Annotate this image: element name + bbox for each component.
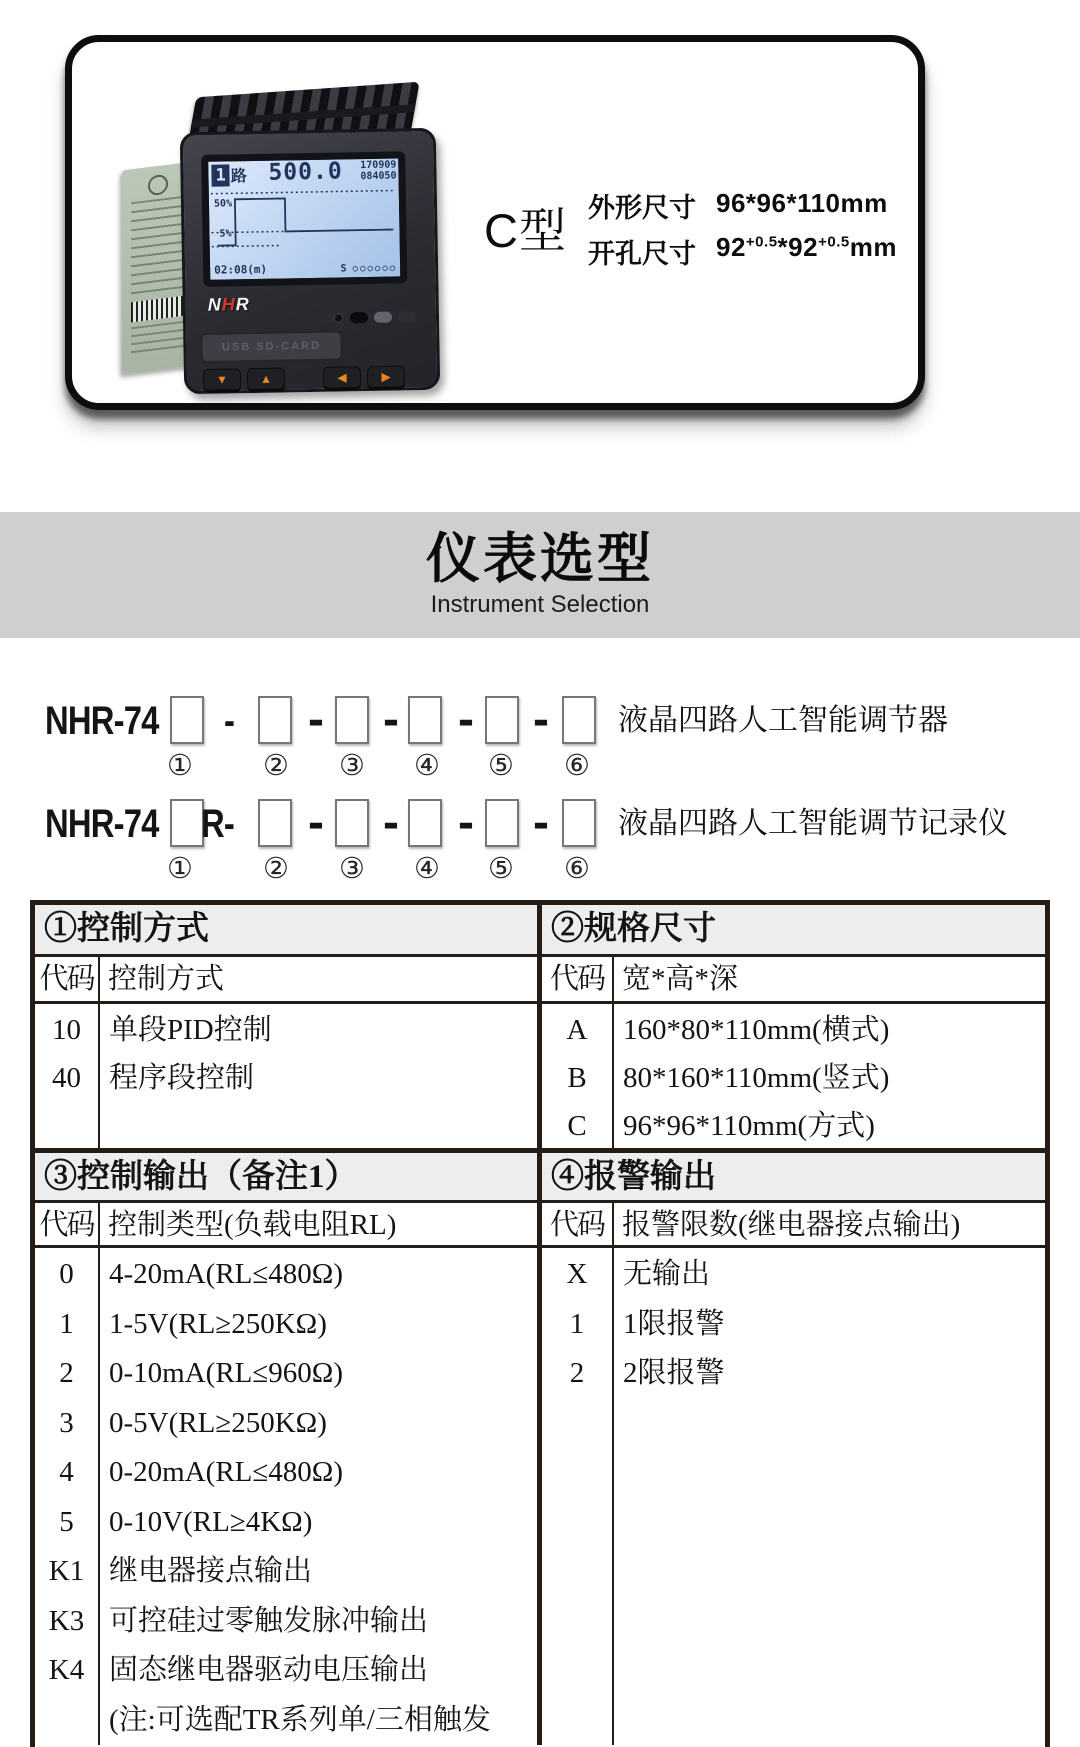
table-line: 96*96*110mm(方式)	[623, 1110, 875, 1142]
table-line: K3	[48, 1604, 85, 1637]
descs-size	[614, 1004, 1045, 1150]
table-line: X	[566, 1258, 588, 1290]
table-line: 固态继电器驱动电压输出	[109, 1654, 429, 1686]
dash: -	[533, 693, 549, 746]
table-line: 1-5V(RL≥250KΩ)	[109, 1307, 327, 1340]
lcd-channel-number: 1	[211, 164, 230, 186]
separator-1: -	[224, 699, 235, 743]
separator-r: R-	[201, 802, 234, 846]
section-title-control-output: ③控制输出（备注1）	[35, 1153, 537, 1200]
product-card	[65, 35, 925, 410]
table-line: 1	[569, 1307, 585, 1340]
usb-sdcard-slot: USB SD-CARD	[200, 330, 343, 362]
dash: -	[458, 796, 474, 849]
dash: -	[383, 693, 399, 746]
marker-3: ③	[339, 750, 365, 782]
table-line: 4-20mA(RL≤480Ω)	[109, 1258, 343, 1290]
banner-subtitle: Instrument Selection	[430, 591, 650, 619]
table-line: 4	[59, 1456, 74, 1488]
table-line: 3	[59, 1406, 74, 1439]
side-label-textlines	[131, 196, 185, 299]
desc-header: 报警限数(继电器接点输出)	[622, 1209, 961, 1241]
marker-2: ②	[263, 853, 289, 885]
table-line: 160*80*110mm(横式)	[623, 1014, 890, 1046]
code-box-3	[335, 696, 369, 744]
marker-1: ①	[167, 853, 193, 885]
cutout-base1: 92	[716, 232, 746, 262]
table-line: 程序段控制	[109, 1062, 255, 1094]
table-line: 无输出	[623, 1258, 711, 1290]
lcd-scale-high: 50%	[213, 198, 233, 210]
section1-data-row	[35, 1004, 1045, 1148]
model-description: 液晶四路人工智能调节器	[618, 704, 948, 737]
cutout-sup1: +0.5	[745, 233, 778, 251]
screw-icon	[333, 312, 344, 323]
dash: -	[458, 693, 474, 746]
table-line	[35, 1696, 98, 1746]
lcd-status	[340, 262, 397, 274]
lcd-datetime	[360, 159, 397, 182]
lcd-screen	[201, 151, 407, 287]
lcd-date: 170909	[360, 159, 397, 172]
cutout-label: 开孔尺寸	[588, 239, 696, 269]
key-left-icon: ◀	[323, 366, 361, 391]
cutout-base2: 92	[788, 232, 819, 262]
indicator-buttons	[333, 311, 416, 323]
table-line: A	[566, 1014, 588, 1046]
button-pill-1	[350, 312, 368, 323]
descs-control-mode	[100, 1004, 537, 1150]
code-box-1	[170, 799, 204, 847]
logo-letter-n: N	[207, 294, 222, 315]
code-box-5	[485, 696, 519, 744]
marker-4: ④	[414, 853, 440, 885]
code-box-2	[258, 696, 292, 744]
table-line: 0-10V(RL≥4KΩ)	[109, 1505, 313, 1538]
desc-header: 宽*高*深	[622, 963, 739, 995]
desc-header: 控制方式	[108, 963, 225, 995]
descs-control-output	[100, 1248, 537, 1745]
code-box-5	[485, 799, 519, 847]
table-line: (注:可选配TR系列单/三相触发	[109, 1703, 491, 1736]
code-header: 代码	[549, 963, 604, 995]
code-box-3	[335, 799, 369, 847]
table-line: 0	[59, 1258, 74, 1290]
table-line: 2	[569, 1357, 585, 1389]
cutout-value	[716, 232, 897, 263]
key-up-icon: ▲	[247, 367, 285, 392]
table-line: 单段PID控制	[109, 1014, 272, 1046]
section-title-size: ②规格尺寸	[542, 905, 1045, 954]
section2-title-row	[35, 1153, 1045, 1203]
model-prefix: NHR-74	[45, 802, 159, 846]
table-line: 1限报警	[623, 1307, 725, 1340]
banner-title: 仪表选型	[426, 529, 654, 589]
button-pill-3	[398, 311, 416, 322]
table-section-1	[35, 905, 1045, 1153]
desc-header: 控制类型(负载电阻RL)	[108, 1209, 397, 1241]
codes-control-output	[35, 1248, 98, 1745]
lcd-scale-low: 5%	[219, 228, 232, 240]
marker-1: ①	[167, 750, 193, 782]
section-title-alarm-output: ④报警输出	[542, 1153, 1045, 1200]
marker-4: ④	[414, 750, 440, 782]
button-pill-2	[374, 312, 392, 323]
codes-alarm-output	[542, 1248, 612, 1745]
code-header: 代码	[549, 1209, 604, 1241]
table-line: 2	[59, 1357, 74, 1389]
section-title-control-mode: ①控制方式	[35, 905, 537, 954]
model-code-row-2	[0, 798, 1080, 850]
lcd-elapsed-time: 02:08(m)	[214, 262, 268, 277]
brand-logo	[208, 294, 250, 316]
side-label-textlines2	[131, 321, 185, 356]
dash: -	[533, 796, 549, 849]
key-right-icon: ▶	[367, 365, 405, 390]
marker-5: ⑤	[488, 853, 514, 885]
selection-table	[30, 900, 1050, 1747]
section1-subheader-row	[35, 957, 1045, 1004]
code-box-4	[408, 696, 442, 744]
marker-3: ③	[339, 853, 365, 885]
model-code-row-1	[0, 695, 1080, 747]
table-line: 可控硅过零触发脉冲输出	[109, 1604, 429, 1637]
instrument-photo	[118, 90, 458, 396]
descs-alarm-output	[614, 1248, 1045, 1745]
code-box-1	[170, 696, 204, 744]
table-line: 2限报警	[623, 1357, 725, 1389]
model-type-label: C型	[484, 204, 567, 257]
lcd-time: 084050	[360, 170, 397, 183]
marker-6: ⑥	[564, 750, 590, 782]
cutout-sup2: +0.5	[818, 233, 850, 251]
dimension-label: 外形尺寸	[588, 193, 696, 223]
table-line: K1	[48, 1555, 85, 1587]
codes-size	[542, 1004, 612, 1150]
section2-subheader-row	[35, 1203, 1045, 1248]
dash: -	[308, 796, 324, 849]
table-line: 0-10mA(RL≤960Ω)	[109, 1357, 343, 1389]
position-markers-1	[0, 748, 1080, 784]
model-prefix: NHR-74	[45, 699, 159, 743]
side-label-barcode	[131, 296, 185, 323]
table-line: 0-5V(RL≥250KΩ)	[109, 1406, 327, 1439]
lcd-channel-word: 路	[230, 166, 247, 186]
table-line: 40	[52, 1062, 81, 1094]
code-header: 代码	[39, 963, 94, 995]
code-header: 代码	[39, 1209, 94, 1241]
table-line: K4	[48, 1654, 85, 1686]
position-markers-2	[0, 851, 1080, 887]
table-line: 继电器接点输出	[109, 1555, 313, 1587]
lcd-process-value: 500.0	[268, 158, 343, 186]
cutout-star: *	[777, 232, 789, 262]
dash: -	[308, 693, 324, 746]
code-box-2	[258, 799, 292, 847]
logo-letter-r: R	[235, 294, 250, 315]
table-line: 5	[59, 1505, 74, 1538]
marker-2: ②	[263, 750, 289, 782]
front-keys	[187, 365, 437, 395]
model-description: 液晶四路人工智能调节记录仪	[618, 807, 1008, 840]
lcd-channel	[211, 163, 247, 187]
table-line: 80*160*110mm(竖式)	[623, 1062, 890, 1094]
marker-6: ⑥	[564, 853, 590, 885]
table-line: C	[567, 1110, 587, 1142]
dimension-value: 96*96*110mm	[716, 188, 888, 218]
table-line: B	[567, 1062, 587, 1094]
code-box-4	[408, 799, 442, 847]
lcd-status-letter: S	[340, 263, 347, 275]
cutout-unit: mm	[849, 232, 897, 262]
trend-step-line	[211, 186, 396, 253]
table-line: 1	[59, 1307, 74, 1340]
side-label-logo-icon	[148, 174, 168, 196]
marker-5: ⑤	[488, 750, 514, 782]
code-box-6	[562, 799, 596, 847]
section2-data-row	[35, 1248, 1045, 1743]
table-line: 10	[52, 1014, 81, 1046]
lcd-status-dots: ○○○○○○	[352, 263, 398, 275]
front-panel	[180, 128, 441, 394]
table-line: 0-20mA(RL≤480Ω)	[109, 1456, 343, 1488]
lcd-trend-chart	[211, 186, 396, 253]
key-down-icon: ▼	[203, 368, 241, 393]
section-banner	[0, 512, 1080, 638]
codes-control-mode	[35, 1004, 98, 1150]
table-section-2	[35, 1153, 1045, 1743]
logo-letter-h: H	[221, 294, 236, 315]
section1-title-row	[35, 905, 1045, 957]
dash: -	[383, 796, 399, 849]
code-box-6	[562, 696, 596, 744]
